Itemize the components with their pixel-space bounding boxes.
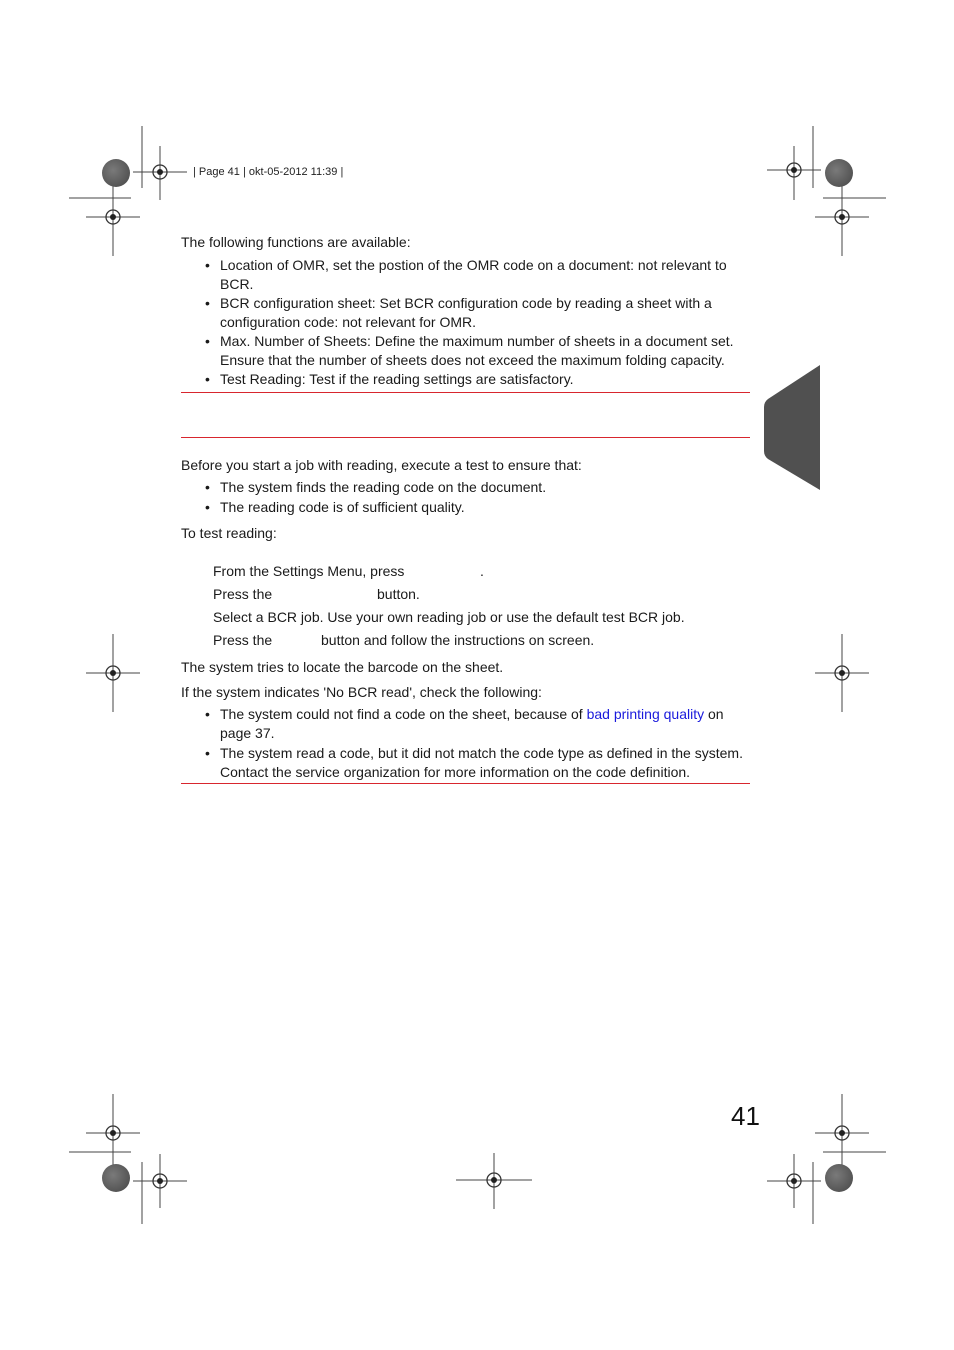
procedure-heading: To test reading: xyxy=(181,525,277,541)
page-number: 41 xyxy=(731,1101,760,1131)
step-4: Press the button and follow the instructions on screen. xyxy=(213,632,595,648)
section-rule xyxy=(181,783,750,784)
list-item: • The reading code is of sufficient quality. xyxy=(205,498,546,517)
header-page-label: Page 41 xyxy=(198,166,240,178)
step-2-end: button. xyxy=(377,586,420,602)
result-text: The system tries to locate the barcode on the sheet. xyxy=(181,659,504,675)
header-separator: | xyxy=(340,166,344,178)
list-item: • Max. Number of Sheets: Define the maximum number of sheets in a document set. Ensure that the number of sheets does not exceed the maximum folding capacity. xyxy=(205,332,734,370)
list-item: • Location of OMR, set the postion of the OMR code on a document: not relevant to BCR. xyxy=(205,256,734,294)
list-item: • The system read a code, but it did not match the code type as defined in the system. Contact the service organization for more information on the code definition. xyxy=(205,744,743,782)
list-item: • The system finds the reading code on the document. xyxy=(205,478,546,497)
step-1-end: . xyxy=(480,563,484,579)
functions-list xyxy=(205,256,734,389)
registration-dot-bottom-right xyxy=(825,1164,853,1192)
list-item: • The system could not find a code on the sheet, because of bad printing quality on page 37. xyxy=(205,705,743,743)
list-item: • BCR configuration sheet: Set BCR configuration code by reading a sheet with a configuration code: not relevant for OMR. xyxy=(205,294,734,332)
section-rule xyxy=(181,392,750,393)
registration-dot-bottom-left xyxy=(102,1164,130,1192)
step-1: From the Settings Menu, press . xyxy=(213,563,484,579)
bad-printing-quality-link[interactable]: bad printing quality xyxy=(586,706,705,722)
header-separator: | xyxy=(242,166,246,178)
step-4-end: button and follow the instructions on screen. xyxy=(321,632,595,648)
functions-intro: The following functions are available: xyxy=(181,234,411,250)
chapter-tab xyxy=(762,363,822,493)
test-intro: Before you start a job with reading, execute a test to ensure that: xyxy=(181,457,582,473)
no-bcr-list xyxy=(205,705,743,782)
section-rule xyxy=(181,437,750,438)
header-datetime: okt-05-2012 11:39 xyxy=(248,166,338,178)
step-2: Press the button. xyxy=(213,586,420,602)
header-separator: | xyxy=(193,166,196,178)
step-3: Select a BCR job. Use your own reading job or use the default test BCR job. xyxy=(213,609,685,625)
registration-dot-top-right xyxy=(825,159,853,187)
test-conditions-list xyxy=(205,478,546,517)
list-item: • Test Reading: Test if the reading settings are satisfactory. xyxy=(205,370,734,389)
print-header xyxy=(193,166,343,178)
no-bcr-intro: If the system indicates 'No BCR read', check the following: xyxy=(181,684,542,700)
registration-dot-top-left xyxy=(102,159,130,187)
